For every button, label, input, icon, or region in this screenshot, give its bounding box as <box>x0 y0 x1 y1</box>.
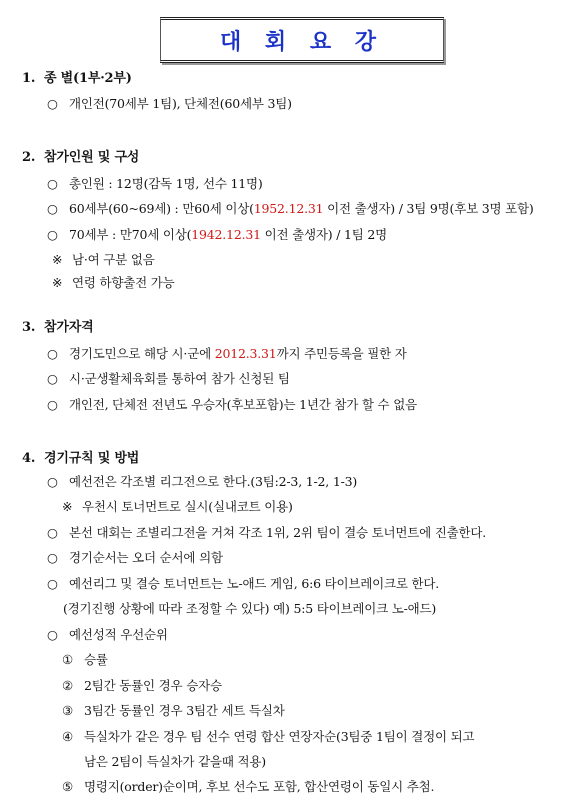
item-text: 본선 대회는 조별리그전을 거쳐 각조 1위, 2위 팀이 결승 토너먼트에 진출한다. <box>69 525 487 540</box>
section-number: 3. <box>22 320 36 335</box>
item-text: 득실차가 같은 경우 팀 선수 연령 합산 연장자순(3팀중 1팀이 결정이 되고 <box>84 729 475 744</box>
list-item <box>47 346 407 362</box>
page-title: 대 회 요 강 <box>220 29 384 55</box>
list-item <box>47 550 223 566</box>
item-text: 예선성적 우선순위 <box>69 627 168 642</box>
section-1-heading <box>22 71 132 87</box>
section-number: 4. <box>22 451 36 466</box>
list-item <box>47 627 168 643</box>
note-text: 우천시 토너먼트로 실시(실내코트 이용) <box>82 499 293 514</box>
item-text: 까지 주민등록을 필한 자 <box>276 346 407 361</box>
section-2-heading <box>22 150 139 166</box>
circle-bullet-icon: ○ <box>47 346 58 361</box>
item-text: 70세부 : 만70세 이상( <box>69 227 192 242</box>
section-title: 종 별(1부·2부) <box>44 71 132 86</box>
item-text: 3팀간 동률인 경우 3팀간 세트 득실차 <box>84 703 285 718</box>
note-text: 남·여 구분 없음 <box>72 252 155 267</box>
item-text: 명령지(order)순이며, 후보 선수도 포함, 합산연령이 동일시 추첨. <box>84 779 435 794</box>
circle-bullet-icon: ○ <box>47 96 58 111</box>
circled-number-5: ⑤ <box>62 779 74 794</box>
birth-date-highlight: 1952.12.31 <box>253 201 324 216</box>
item-text: 개인전, 단체전 전년도 우승자(후보포함)는 1년간 참가 할 수 없음 <box>69 397 417 412</box>
circled-number-3: ③ <box>62 703 74 718</box>
item-text: 경기순서는 오더 순서에 의함 <box>69 550 223 565</box>
numbered-item <box>62 652 108 668</box>
note-item <box>62 499 293 515</box>
list-item <box>47 525 486 541</box>
item-text: 이전 출생자) / 1팀 2명 <box>260 227 388 242</box>
list-item <box>47 576 439 592</box>
circle-bullet-icon: ○ <box>47 397 58 412</box>
numbered-item <box>62 703 285 719</box>
note-item <box>52 275 175 291</box>
numbered-item <box>62 729 474 745</box>
item-text: 60세부(60~69세) : 만60세 이상( <box>69 201 254 216</box>
item-text: 예선리그 및 결승 토너먼트는 노-애드 게임, 6:6 타이브레이크로 한다. <box>69 576 440 591</box>
circle-bullet-icon: ○ <box>47 474 58 489</box>
continuation-text: (경기진행 상황에 따라 조정할 수 있다) 예) 5:5 타이브레이크 노-애드) <box>63 601 437 616</box>
list-item <box>47 176 263 192</box>
continuation-text: 남은 2팀이 득실차가 같을때 적용) <box>84 754 266 769</box>
item-text: 이전 출생자) / 3팀 9명(후보 3명 포함) <box>323 201 534 216</box>
circled-number-4: ④ <box>62 729 74 744</box>
note-item <box>52 252 155 268</box>
item-text: 승률 <box>84 652 108 667</box>
reference-mark-icon: ※ <box>52 252 63 267</box>
item-text: 예선전은 각조별 리그전으로 한다.(3팀:2-3, 1-2, 1-3) <box>69 474 358 489</box>
circled-number-1: ① <box>62 652 74 667</box>
numbered-item <box>62 779 434 795</box>
section-3-heading <box>22 320 93 336</box>
section-4-heading <box>22 451 139 467</box>
list-item <box>47 201 534 217</box>
item-text: 총인원 : 12명(감독 1명, 선수 11명) <box>69 176 263 191</box>
section-title: 참가인원 및 구성 <box>44 150 140 165</box>
reference-mark-icon: ※ <box>52 275 63 290</box>
item-text: 2팀간 동률인 경우 승자승 <box>84 678 222 693</box>
section-title: 참가자격 <box>44 320 94 335</box>
reference-mark-icon: ※ <box>62 499 73 514</box>
list-item <box>47 474 357 490</box>
circle-bullet-icon: ○ <box>47 201 58 216</box>
birth-date-highlight: 1942.12.31 <box>191 227 261 242</box>
section-number: 2. <box>22 150 36 165</box>
list-item <box>47 227 387 243</box>
list-item <box>47 371 290 387</box>
date-highlight: 2012.3.31 <box>214 346 277 361</box>
note-text: 연령 하향출전 가능 <box>72 275 175 290</box>
circle-bullet-icon: ○ <box>47 627 58 642</box>
circle-bullet-icon: ○ <box>47 227 58 242</box>
list-item <box>47 96 292 112</box>
circle-bullet-icon: ○ <box>47 550 58 565</box>
section-title: 경기규칙 및 방법 <box>44 451 140 466</box>
item-text: 시·군생활체육회를 통하여 참가 신청된 팀 <box>69 371 290 386</box>
circle-bullet-icon: ○ <box>47 576 58 591</box>
circle-bullet-icon: ○ <box>47 525 58 540</box>
circle-bullet-icon: ○ <box>47 176 58 191</box>
item-text: 개인전(70세부 1팀), 단체전(60세부 3팀) <box>69 96 292 111</box>
item-text: 경기도민으로 해당 시·군에 <box>69 346 215 361</box>
section-number: 1. <box>22 71 36 86</box>
circle-bullet-icon: ○ <box>47 371 58 386</box>
list-item <box>47 397 417 413</box>
numbered-item <box>62 678 222 694</box>
circled-number-2: ② <box>62 678 74 693</box>
title-box <box>160 17 444 63</box>
